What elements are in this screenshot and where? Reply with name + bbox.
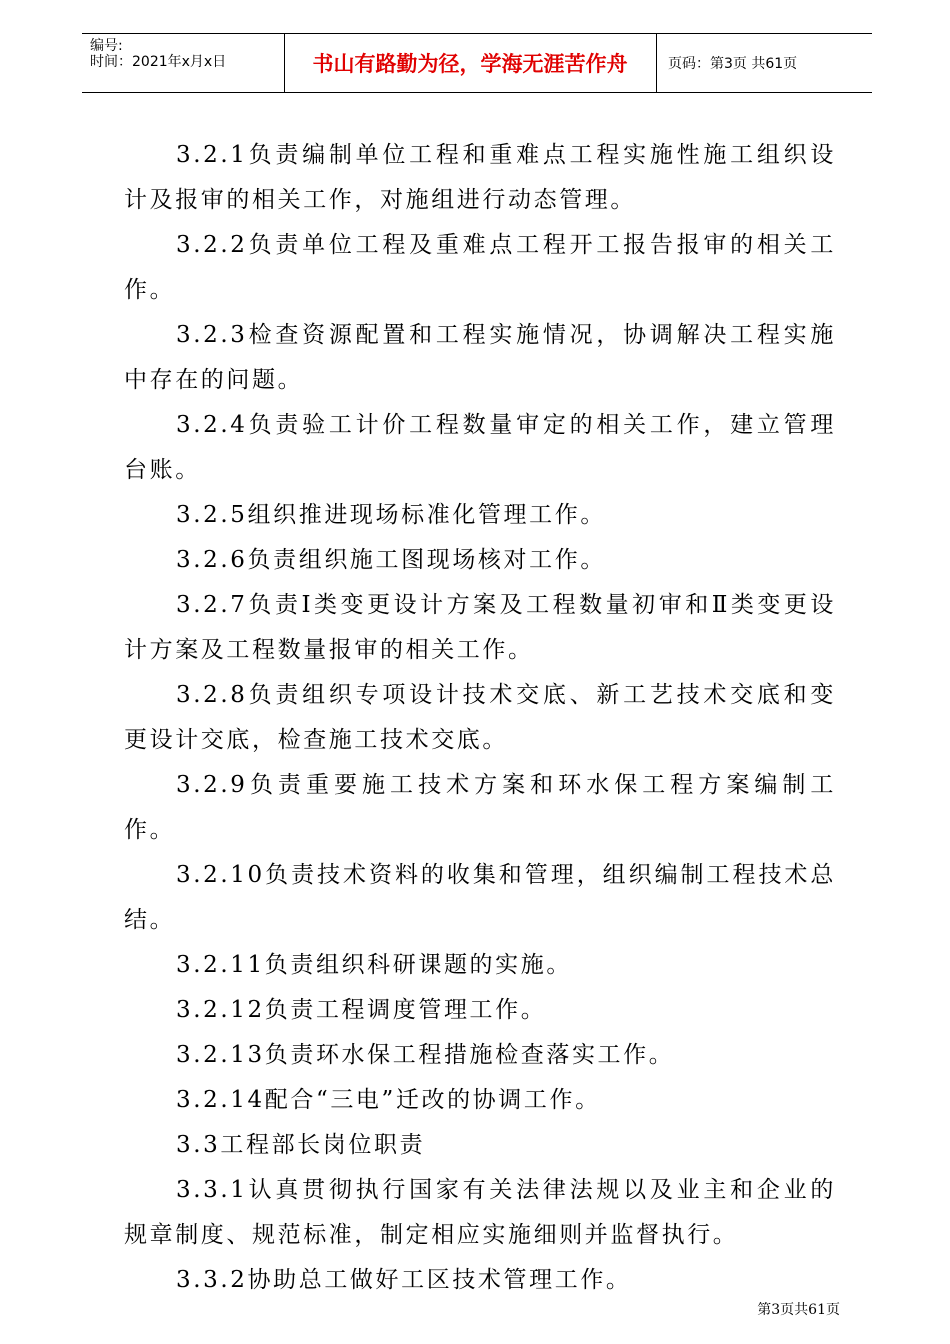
paragraph: 3.2.7负责Ⅰ类变更设计方案及工程数量初审和Ⅱ类变更设计方案及工程数量报审的相关工作。	[124, 592, 836, 663]
paragraph: 3.2.9负责重要施工技术方案和环水保工程方案编制工作。	[124, 772, 836, 843]
header-motto-cell	[284, 34, 657, 92]
paragraph: 3.2.10负责技术资料的收集和管理，组织编制工程技术总结。	[124, 862, 836, 933]
paragraph: 3.2.14配合“三电”迁改的协调工作。	[176, 1087, 601, 1113]
paragraph: 3.2.12负责工程调度管理工作。	[176, 997, 547, 1023]
paragraph: 3.2.5组织推进现场标准化管理工作。	[176, 502, 606, 528]
header-motto: 书山有路勤为径，学海无涯苦作舟	[312, 52, 628, 76]
paragraph: 3.2.3检查资源配置和工程实施情况，协调解决工程实施中存在的问题。	[124, 322, 836, 393]
header-page-cell	[656, 34, 872, 92]
section-heading: 3.3工程部长岗位职责	[176, 1132, 426, 1158]
document-date-label: 时间：2021年x月x日	[90, 54, 227, 70]
paragraph: 3.3.2协助总工做好工区技术管理工作。	[176, 1267, 632, 1293]
paragraph: 3.2.1负责编制单位工程和重难点工程实施性施工组织设计及报审的相关工作，对施组进行动态管理。	[124, 142, 836, 213]
paragraph: 3.2.11负责组织科研课题的实施。	[176, 952, 572, 978]
header-page-info: 页码：第3页 共61页	[668, 56, 798, 72]
footer-page-number: 第3页共61页	[757, 1302, 840, 1318]
paragraph: 3.2.13负责环水保工程措施检查落实工作。	[176, 1042, 675, 1068]
paragraph: 3.2.4负责验工计价工程数量审定的相关工作，建立管理台账。	[124, 412, 836, 483]
header-meta-cell	[82, 34, 285, 92]
document-number-label: 编号:	[90, 38, 123, 54]
paragraph: 3.2.2负责单位工程及重难点工程开工报告报审的相关工作。	[124, 232, 836, 303]
paragraph: 3.2.8负责组织专项设计技术交底、新工艺技术交底和变更设计交底，检查施工技术交底。	[124, 682, 836, 753]
paragraph: 3.2.6负责组织施工图现场核对工作。	[176, 547, 606, 573]
document-header	[82, 33, 872, 93]
paragraph: 3.3.1认真贯彻执行国家有关法律法规以及业主和企业的规章制度、规范标准，制定相应实施细则并监督执行。	[124, 1177, 836, 1248]
document-body	[124, 133, 836, 1303]
